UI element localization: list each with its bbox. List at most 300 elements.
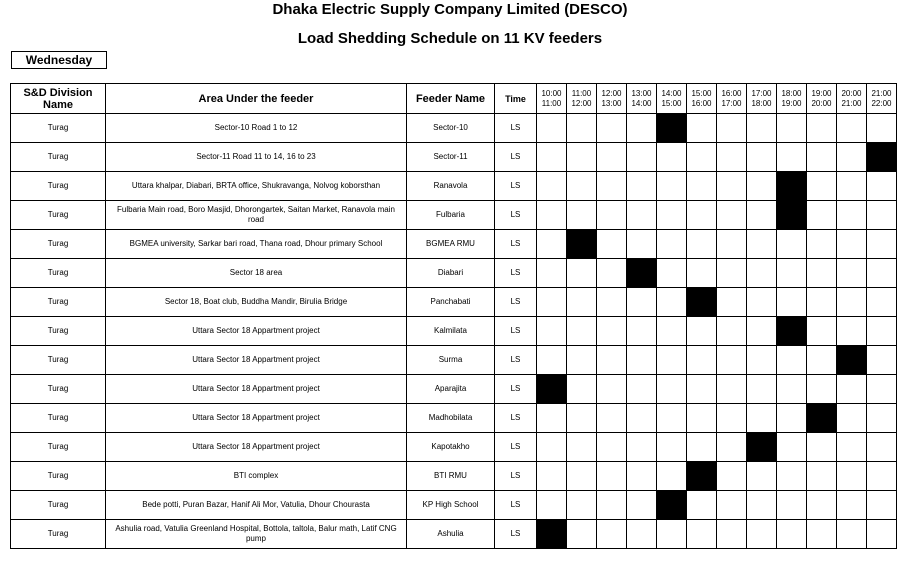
slot-cell	[687, 346, 717, 375]
slot-cell	[687, 201, 717, 230]
time-cell: LS	[495, 114, 537, 143]
slot-cell	[777, 404, 807, 433]
slot-cell	[777, 433, 807, 462]
slot-cell	[567, 114, 597, 143]
feeder-cell: KP High School	[407, 491, 495, 520]
slot-header	[597, 84, 627, 114]
slot-cell	[567, 259, 597, 288]
slot-cell	[807, 491, 837, 520]
slot-cell	[657, 201, 687, 230]
slot-header	[567, 84, 597, 114]
slot-cell	[597, 433, 627, 462]
slot-cell	[597, 288, 627, 317]
slot-cell	[717, 201, 747, 230]
slot-header	[537, 84, 567, 114]
slot-cell	[627, 375, 657, 404]
shed-slot-cell	[777, 317, 807, 346]
slot-cell	[537, 491, 567, 520]
division-cell: Turag	[11, 404, 106, 433]
time-cell: LS	[495, 375, 537, 404]
feeder-cell: Panchabati	[407, 288, 495, 317]
slot-cell	[867, 259, 897, 288]
table-row	[11, 259, 897, 288]
schedule-table	[10, 83, 897, 549]
header-row	[11, 84, 897, 114]
slot-cell	[657, 288, 687, 317]
slot-cell	[837, 230, 867, 259]
area-cell: Sector 18, Boat club, Buddha Mandir, Birulia Bridge	[106, 288, 407, 317]
slot-cell	[717, 317, 747, 346]
time-cell: LS	[495, 491, 537, 520]
slot-cell	[807, 259, 837, 288]
slot-cell	[717, 114, 747, 143]
feeder-cell: Diabari	[407, 259, 495, 288]
slot-cell	[747, 230, 777, 259]
slot-cell	[807, 346, 837, 375]
slot-from: 12:00	[601, 89, 622, 98]
time-cell: LS	[495, 288, 537, 317]
slot-cell	[627, 288, 657, 317]
slot-cell	[537, 259, 567, 288]
slot-cell	[537, 317, 567, 346]
slot-cell	[777, 462, 807, 491]
slot-from: 16:00	[721, 89, 742, 98]
slot-cell	[567, 462, 597, 491]
shed-slot-cell	[567, 230, 597, 259]
slot-cell	[627, 114, 657, 143]
slot-cell	[597, 491, 627, 520]
slot-cell	[867, 375, 897, 404]
feeder-cell: Surma	[407, 346, 495, 375]
feeder-cell: Sector-10	[407, 114, 495, 143]
time-cell: LS	[495, 520, 537, 549]
time-cell: LS	[495, 433, 537, 462]
slot-cell	[837, 462, 867, 491]
table-row	[11, 375, 897, 404]
slot-cell	[777, 259, 807, 288]
slot-cell	[687, 143, 717, 172]
time-cell: LS	[495, 317, 537, 346]
table-row	[11, 114, 897, 143]
division-cell: Turag	[11, 259, 106, 288]
shed-slot-cell	[537, 520, 567, 549]
time-cell: LS	[495, 143, 537, 172]
slot-cell	[837, 201, 867, 230]
slot-to: 11:00	[541, 98, 562, 108]
slot-cell	[747, 201, 777, 230]
slot-cell	[717, 230, 747, 259]
slot-cell	[687, 404, 717, 433]
schedule-body	[11, 114, 897, 549]
division-cell: Turag	[11, 230, 106, 259]
slot-from: 18:00	[781, 89, 802, 98]
slot-cell	[687, 520, 717, 549]
slot-to: 16:00	[691, 98, 712, 108]
company-title: Dhaka Electric Supply Company Limited (DESCO)	[272, 1, 628, 18]
area-cell: Uttara Sector 18 Appartment project	[106, 346, 407, 375]
slot-cell	[717, 172, 747, 201]
slot-from: 17:00	[751, 89, 772, 98]
slot-cell	[717, 491, 747, 520]
slot-cell	[657, 259, 687, 288]
slot-header	[657, 84, 687, 114]
slot-header	[687, 84, 717, 114]
slot-cell	[747, 375, 777, 404]
slot-cell	[687, 491, 717, 520]
slot-cell	[627, 317, 657, 346]
slot-cell	[597, 143, 627, 172]
shed-slot-cell	[777, 201, 807, 230]
slot-cell	[837, 288, 867, 317]
slot-cell	[747, 259, 777, 288]
slot-cell	[717, 143, 747, 172]
slot-cell	[867, 201, 897, 230]
slot-to: 15:00	[661, 98, 682, 108]
slot-cell	[597, 114, 627, 143]
area-cell: Ashulia road, Vatulia Greenland Hospital, Bottola, taltola, Balur math, Latif CNG pump	[106, 520, 407, 549]
slot-cell	[627, 172, 657, 201]
slot-cell	[837, 404, 867, 433]
division-cell: Turag	[11, 520, 106, 549]
slot-cell	[567, 172, 597, 201]
slot-cell	[537, 201, 567, 230]
division-cell: Turag	[11, 491, 106, 520]
slot-cell	[837, 520, 867, 549]
slot-cell	[627, 230, 657, 259]
slot-cell	[807, 462, 837, 491]
slot-cell	[747, 404, 777, 433]
slot-cell	[717, 375, 747, 404]
slot-to: 20:00	[811, 98, 832, 108]
slot-from: 21:00	[871, 89, 892, 98]
slot-cell	[627, 491, 657, 520]
slot-cell	[837, 259, 867, 288]
schedule-title: Load Shedding Schedule on 11 KV feeders	[297, 30, 603, 47]
slot-cell	[627, 520, 657, 549]
slot-cell	[717, 520, 747, 549]
slot-cell	[567, 375, 597, 404]
slot-cell	[597, 259, 627, 288]
slot-cell	[567, 201, 597, 230]
slot-cell	[627, 346, 657, 375]
slot-cell	[777, 143, 807, 172]
slot-from: 19:00	[811, 89, 832, 98]
shed-slot-cell	[777, 172, 807, 201]
slot-cell	[867, 346, 897, 375]
slot-cell	[537, 230, 567, 259]
table-row	[11, 404, 897, 433]
slot-cell	[687, 375, 717, 404]
shed-slot-cell	[657, 491, 687, 520]
division-cell: Turag	[11, 462, 106, 491]
slot-cell	[597, 404, 627, 433]
area-cell: Bede potti, Puran Bazar, Hanif Ali Mor, Vatulia, Dhour Chourasta	[106, 491, 407, 520]
area-cell: Uttara khalpar, Diabari, BRTA office, Shukravanga, Nolvog koborsthan	[106, 172, 407, 201]
shed-slot-cell	[867, 143, 897, 172]
time-cell: LS	[495, 172, 537, 201]
time-cell: LS	[495, 404, 537, 433]
slot-header	[717, 84, 747, 114]
col-time: Time	[495, 84, 537, 114]
slot-cell	[717, 433, 747, 462]
slot-to: 22:00	[871, 98, 892, 108]
table-row	[11, 172, 897, 201]
shed-slot-cell	[657, 114, 687, 143]
slot-to: 19:00	[781, 98, 802, 108]
table-row	[11, 201, 897, 230]
shed-slot-cell	[747, 433, 777, 462]
area-cell: Sector-10 Road 1 to 12	[106, 114, 407, 143]
col-feeder: Feeder Name	[407, 84, 495, 114]
slot-cell	[747, 317, 777, 346]
slot-cell	[657, 520, 687, 549]
table-row	[11, 491, 897, 520]
slot-cell	[747, 288, 777, 317]
slot-cell	[837, 143, 867, 172]
slot-cell	[567, 346, 597, 375]
slot-from: 20:00	[841, 89, 862, 98]
slot-cell	[747, 520, 777, 549]
slot-to: 12:00	[571, 98, 592, 108]
slot-cell	[597, 230, 627, 259]
shed-slot-cell	[807, 404, 837, 433]
slot-cell	[567, 491, 597, 520]
time-cell: LS	[495, 346, 537, 375]
slot-cell	[537, 114, 567, 143]
slot-cell	[867, 404, 897, 433]
slot-to: 21:00	[841, 98, 862, 108]
table-row	[11, 520, 897, 549]
slot-cell	[777, 375, 807, 404]
slot-cell	[627, 433, 657, 462]
division-cell: Turag	[11, 288, 106, 317]
slot-to: 17:00	[721, 98, 742, 108]
slot-cell	[867, 462, 897, 491]
slot-cell	[687, 172, 717, 201]
col-area: Area Under the feeder	[106, 84, 407, 114]
slot-cell	[657, 230, 687, 259]
division-cell: Turag	[11, 114, 106, 143]
slot-cell	[537, 346, 567, 375]
slot-cell	[687, 317, 717, 346]
slot-cell	[597, 172, 627, 201]
slot-cell	[687, 433, 717, 462]
slot-cell	[777, 114, 807, 143]
slot-cell	[687, 230, 717, 259]
slot-cell	[717, 259, 747, 288]
feeder-cell: Madhobilata	[407, 404, 495, 433]
feeder-cell: Ashulia	[407, 520, 495, 549]
slot-cell	[657, 433, 687, 462]
slot-cell	[687, 114, 717, 143]
slot-cell	[537, 404, 567, 433]
slot-cell	[747, 491, 777, 520]
col-division: S&D Division Name	[11, 84, 106, 114]
slot-cell	[837, 172, 867, 201]
slot-cell	[567, 433, 597, 462]
slot-cell	[537, 143, 567, 172]
slot-cell	[867, 288, 897, 317]
slot-from: 13:00	[631, 89, 652, 98]
slot-cell	[627, 462, 657, 491]
slot-cell	[747, 143, 777, 172]
slot-cell	[867, 520, 897, 549]
slot-cell	[657, 404, 687, 433]
shed-slot-cell	[537, 375, 567, 404]
table-row	[11, 288, 897, 317]
slot-from: 15:00	[691, 89, 712, 98]
feeder-cell: Aparajita	[407, 375, 495, 404]
slot-cell	[837, 375, 867, 404]
slot-to: 13:00	[601, 98, 622, 108]
slot-cell	[777, 230, 807, 259]
slot-cell	[597, 201, 627, 230]
area-cell: Uttara Sector 18 Appartment project	[106, 404, 407, 433]
slot-header	[627, 84, 657, 114]
slot-cell	[567, 520, 597, 549]
table-row	[11, 143, 897, 172]
division-cell: Turag	[11, 375, 106, 404]
table-row	[11, 433, 897, 462]
slot-cell	[807, 288, 837, 317]
division-cell: Turag	[11, 143, 106, 172]
feeder-cell: Fulbaria	[407, 201, 495, 230]
slot-cell	[807, 317, 837, 346]
slot-cell	[657, 346, 687, 375]
division-cell: Turag	[11, 172, 106, 201]
slot-cell	[567, 143, 597, 172]
slot-header	[777, 84, 807, 114]
division-cell: Turag	[11, 317, 106, 346]
time-cell: LS	[495, 201, 537, 230]
slot-cell	[717, 288, 747, 317]
slot-header	[867, 84, 897, 114]
slot-cell	[627, 201, 657, 230]
slot-from: 14:00	[661, 89, 682, 98]
slot-cell	[777, 520, 807, 549]
slot-cell	[777, 288, 807, 317]
slot-cell	[597, 375, 627, 404]
feeder-cell: BGMEA RMU	[407, 230, 495, 259]
slot-cell	[807, 433, 837, 462]
shed-slot-cell	[837, 346, 867, 375]
slot-cell	[597, 346, 627, 375]
feeder-cell: Kalmilata	[407, 317, 495, 346]
slot-cell	[867, 491, 897, 520]
time-cell: LS	[495, 462, 537, 491]
slot-cell	[867, 317, 897, 346]
division-cell: Turag	[11, 201, 106, 230]
slot-to: 14:00	[631, 98, 652, 108]
slot-cell	[777, 491, 807, 520]
feeder-cell: Kapotakho	[407, 433, 495, 462]
area-cell: Uttara Sector 18 Appartment project	[106, 317, 407, 346]
area-cell: Uttara Sector 18 Appartment project	[106, 375, 407, 404]
area-cell: Uttara Sector 18 Appartment project	[106, 433, 407, 462]
slot-cell	[537, 288, 567, 317]
slot-cell	[657, 375, 687, 404]
shed-slot-cell	[687, 288, 717, 317]
slot-cell	[807, 172, 837, 201]
slot-cell	[717, 404, 747, 433]
table-row	[11, 462, 897, 491]
slot-from: 10:00	[541, 89, 562, 98]
slot-cell	[807, 230, 837, 259]
slot-cell	[717, 462, 747, 491]
time-cell: LS	[495, 259, 537, 288]
slot-cell	[567, 288, 597, 317]
slot-cell	[807, 114, 837, 143]
slot-cell	[837, 491, 867, 520]
slot-cell	[657, 143, 687, 172]
area-cell: Fulbaria Main road, Boro Masjid, Dhorongartek, Saitan Market, Ranavola main road	[106, 201, 407, 230]
slot-cell	[657, 462, 687, 491]
slot-cell	[807, 201, 837, 230]
slot-cell	[807, 520, 837, 549]
slot-cell	[597, 520, 627, 549]
slot-cell	[657, 172, 687, 201]
slot-cell	[777, 346, 807, 375]
slot-cell	[807, 143, 837, 172]
slot-cell	[747, 346, 777, 375]
division-cell: Turag	[11, 433, 106, 462]
slot-cell	[747, 114, 777, 143]
division-cell: Turag	[11, 346, 106, 375]
area-cell: BGMEA university, Sarkar bari road, Thana road, Dhour primary School	[106, 230, 407, 259]
slot-cell	[537, 433, 567, 462]
table-row	[11, 346, 897, 375]
feeder-cell: Ranavola	[407, 172, 495, 201]
table-row	[11, 317, 897, 346]
slot-cell	[537, 462, 567, 491]
slot-cell	[837, 433, 867, 462]
day-label: Wednesday	[11, 51, 107, 69]
slot-cell	[597, 317, 627, 346]
slot-cell	[627, 404, 657, 433]
slot-header	[837, 84, 867, 114]
slot-cell	[597, 462, 627, 491]
slot-cell	[537, 172, 567, 201]
area-cell: Sector 18 area	[106, 259, 407, 288]
slot-cell	[747, 172, 777, 201]
shed-slot-cell	[627, 259, 657, 288]
slot-cell	[867, 172, 897, 201]
slot-cell	[657, 317, 687, 346]
slot-header	[807, 84, 837, 114]
slot-header	[747, 84, 777, 114]
slot-from: 11:00	[571, 89, 592, 98]
slot-cell	[867, 433, 897, 462]
area-cell: Sector-11 Road 11 to 14, 16 to 23	[106, 143, 407, 172]
time-cell: LS	[495, 230, 537, 259]
slot-cell	[837, 114, 867, 143]
slot-cell	[567, 404, 597, 433]
slot-cell	[627, 143, 657, 172]
slot-cell	[747, 462, 777, 491]
slot-cell	[807, 375, 837, 404]
slot-cell	[867, 230, 897, 259]
slot-cell	[867, 114, 897, 143]
slot-to: 18:00	[751, 98, 772, 108]
feeder-cell: BTI RMU	[407, 462, 495, 491]
slot-cell	[717, 346, 747, 375]
table-row	[11, 230, 897, 259]
area-cell: BTI complex	[106, 462, 407, 491]
feeder-cell: Sector-11	[407, 143, 495, 172]
slot-cell	[837, 317, 867, 346]
shed-slot-cell	[687, 462, 717, 491]
slot-cell	[567, 317, 597, 346]
